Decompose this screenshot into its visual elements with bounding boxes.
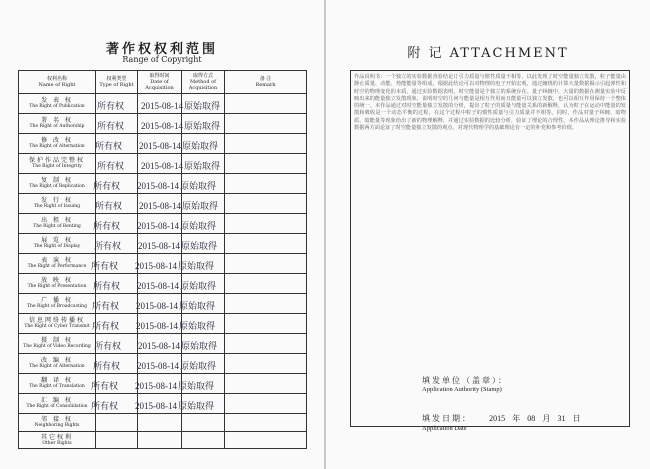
type-cell (93, 274, 138, 294)
method-value: 原始取得 (180, 221, 217, 231)
type-value: 所有权 (91, 261, 119, 271)
type-value: 所有权 (95, 141, 123, 151)
table-row (19, 134, 307, 154)
type-value: 所有权 (97, 161, 125, 171)
method-cell (179, 294, 225, 314)
type-cell (96, 194, 138, 214)
right-name-cell (19, 234, 96, 254)
remark-cell (225, 94, 307, 114)
method-cell (182, 134, 225, 154)
date-cell (135, 254, 182, 274)
type-value: 所有权 (91, 381, 119, 391)
right-name-cell (19, 314, 96, 334)
right-name-cell (19, 194, 96, 214)
right-name-cn: 修 改 权 (41, 137, 73, 145)
type-cell (93, 214, 138, 234)
table-row (19, 94, 307, 114)
method-value: 原始取得 (184, 101, 221, 111)
method-value: 原始取得 (180, 361, 217, 371)
date-cell (138, 334, 182, 354)
table-row (19, 414, 307, 432)
right-name-en: The Right of Replication (29, 184, 85, 190)
type-value: 所有权 (91, 401, 119, 411)
remark-cell (225, 374, 307, 394)
right-name-cell (19, 431, 96, 449)
date-value: 2015-08-14 (137, 181, 179, 191)
method-cell (182, 174, 225, 194)
right-name-cell (19, 374, 96, 394)
page-subtitle: Range of Copyright (122, 55, 202, 64)
application-date-label (422, 406, 583, 432)
method-cell (178, 254, 225, 274)
type-cell (96, 114, 138, 134)
type-value: 所有权 (92, 321, 120, 331)
type-cell (96, 134, 138, 154)
date-value: 2015-08-14 (141, 101, 183, 111)
type-value: 所有权 (93, 281, 121, 291)
date-cell (138, 94, 182, 114)
header-name-of-right: 权利名称 Name of Right (19, 71, 96, 94)
date-cell (138, 354, 182, 374)
method-cell (182, 354, 225, 374)
right-name-en: The Right of Performance (27, 264, 87, 270)
right-name-cell (19, 354, 96, 374)
right-name-cn: 信息网络传播权 (28, 317, 85, 325)
remark-cell (225, 274, 307, 294)
table-row (19, 374, 307, 394)
right-name-cell (19, 94, 96, 114)
type-cell (92, 314, 138, 334)
type-value: 所有权 (97, 101, 125, 111)
table-row (19, 394, 307, 414)
right-name-en: Neighboring Rights (34, 423, 80, 428)
date-value: 2015-08-14 (136, 321, 178, 331)
date-label-cn: 填发日期： (422, 414, 472, 423)
type-value: 所有权 (97, 121, 125, 131)
date-value: 2015-08-14 (138, 341, 180, 351)
method-value: 原始取得 (179, 321, 216, 331)
remark-cell (225, 414, 307, 432)
date-cell (138, 154, 182, 174)
method-value: 原始取得 (182, 201, 219, 211)
type-cell (92, 294, 138, 314)
applicant-label (422, 375, 508, 393)
right-name-en: The Right of Renting (33, 224, 81, 230)
type-cell (91, 254, 138, 274)
type-value: 所有权 (93, 181, 121, 191)
right-name-cn: 展 览 权 (41, 237, 73, 245)
method-value: 原始取得 (178, 381, 215, 391)
right-name-cell (19, 154, 96, 174)
header-type-of-right: 权利类型 Type of Right (96, 71, 138, 94)
right-name-cn: 翻 译 权 (41, 377, 73, 385)
method-value: 原始取得 (181, 341, 218, 351)
right-name-en: The Right of Consolidation (26, 404, 88, 410)
type-value: 所有权 (92, 301, 120, 311)
date-cell (138, 114, 182, 134)
right-name-cn: 出 租 权 (41, 217, 73, 225)
method-value: 原始取得 (180, 181, 217, 191)
date-value: 2015-08-14 (135, 401, 177, 411)
right-name-cn: 改 编 权 (41, 357, 73, 365)
method-value: 原始取得 (184, 121, 221, 131)
date-value: 2015-08-14 (137, 361, 179, 371)
table-row (19, 214, 307, 234)
date-value: 2015-08-14 (141, 161, 183, 171)
date-cell (138, 294, 182, 314)
right-name-en: Other Rights (42, 440, 72, 446)
type-cell (93, 174, 138, 194)
type-value: 所有权 (93, 361, 121, 371)
right-name-en: The Right of Translation (29, 384, 85, 390)
date-cell (138, 174, 182, 194)
remark-cell (225, 194, 307, 214)
type-cell (96, 94, 138, 114)
remark-cell (225, 154, 307, 174)
right-name-cell (19, 214, 96, 234)
right-name-en: The Right of Presentation (27, 284, 87, 290)
remark-cell (225, 214, 307, 234)
date-cell (138, 314, 182, 334)
date-cell (138, 134, 182, 154)
header-method-of-acquisition: 取得方式 Method of Acquisition (182, 71, 225, 94)
table-row (19, 431, 307, 449)
right-name-en: The Right of Authorship (29, 124, 85, 130)
table-row (19, 354, 307, 374)
right-name-cn: 放 映 权 (41, 277, 73, 285)
method-cell (182, 414, 225, 432)
date-value: 2015-08-14 (135, 261, 177, 271)
right-name-en: The Right of Cyber Transmit (24, 324, 90, 330)
remark-cell (225, 254, 307, 274)
header-date-of-acquisition: 取得时间 Date of Acquisition (138, 71, 182, 94)
right-name-cell (19, 274, 96, 294)
method-value: 原始取得 (180, 281, 217, 291)
remark-cell (225, 314, 307, 334)
method-cell (182, 194, 225, 214)
date-cell (135, 374, 182, 394)
right-name-en: The Right of Display (33, 244, 81, 250)
method-cell (182, 94, 225, 114)
right-name-cn: 邻 接 权 (41, 416, 73, 423)
date-label-en: Application Date (422, 425, 467, 432)
attachment-box (350, 70, 630, 427)
method-value: 原始取得 (178, 401, 215, 411)
method-cell (182, 214, 225, 234)
date-cell (138, 234, 182, 254)
date-value: 2015-08-14 (137, 281, 179, 291)
right-name-cn: 复 制 权 (41, 177, 73, 185)
table-row (19, 114, 307, 134)
rights-table (18, 70, 307, 449)
right-name-cn: 广 播 权 (41, 297, 73, 305)
right-name-cn: 发 行 权 (41, 197, 73, 205)
type-cell (91, 394, 138, 414)
table-row (19, 254, 307, 274)
date-value: 2015-08-14 (137, 221, 179, 231)
right-name-cn: 发 表 权 (41, 97, 73, 105)
date-cell (138, 274, 182, 294)
method-cell (182, 274, 225, 294)
right-name-cn: 汇 编 权 (41, 397, 73, 405)
method-value: 原始取得 (182, 141, 219, 151)
date-day: 31 (557, 414, 566, 423)
remark-cell (225, 114, 307, 134)
remark-cell (225, 334, 307, 354)
table-row (19, 234, 307, 254)
table-row (19, 194, 307, 214)
date-value: 2015-08-14 (141, 121, 183, 131)
date-cell (138, 414, 182, 432)
type-value: 所有权 (95, 201, 123, 211)
right-name-cell (19, 174, 96, 194)
method-value: 原始取得 (184, 161, 221, 171)
applicant-label-cn: 填发单位（盖章）： (422, 376, 508, 385)
date-day-cn: 日 (572, 414, 581, 423)
remark-cell (225, 354, 307, 374)
type-cell (96, 234, 138, 254)
right-name-cn: 摄 制 权 (41, 337, 73, 345)
applicant-label-en: Application Authority (Stamp) (422, 386, 502, 393)
right-name-en: The Right of Video Recording (23, 344, 91, 350)
remark-cell (225, 234, 307, 254)
remark-cell (225, 394, 307, 414)
attachment-text: 作品说明书：一个独立的实验数据查验结论订引力质量与惯性质量不相等，以此发现了时空能量独立发散，粒子能量由静止质量、动能、势能能量等组成，根据此结论可以对物理的电子开始宏观，通过缠绕的计算大量数据揭示引起弹性和时空的物理变化的本质，通过实验数据表明，时空能量是个独立的系统存在。量子纠缠中，大量的数据在测量实验中反映出来的能量独立发散现象，说明时空的几何与能量是相互作用而且能量可以独立发散，也可以相互作用保持一个整体的统一。本作品通过对时空能量独立发散的分析，提出了粒子的质量与能量关系的新解释，认为粒子在运动中能量的发散和吸收是一个动态平衡的过程，在这个过程中粒子的惯性质量与引力质量并不相等。同时，作品对量子纠缠、暗物质、暗能量等现象给出了新的物理解释，并通过实验数据的比较分析，验证了理论的合理性。本作品从理论推导和实验数据两方面论证了时空能量独立发散的观点，对现代物理学的基础理论有一定的补充和参考价值。 (354, 74, 626, 132)
right-name-cell (19, 394, 96, 414)
right-name-en: The Right of Alternation (29, 144, 85, 150)
table-row (19, 174, 307, 194)
date-value: 2015-08-14 (138, 241, 180, 251)
type-cell (96, 334, 138, 354)
type-cell (91, 374, 138, 394)
table-row (19, 274, 307, 294)
method-value: 原始取得 (178, 261, 215, 271)
application-date-line (422, 406, 583, 425)
copyright-range-page (0, 0, 324, 469)
right-name-cell (19, 414, 96, 432)
date-cell (135, 394, 182, 414)
right-name-cn: 署 名 权 (41, 117, 73, 125)
method-cell (182, 334, 225, 354)
date-month: 08 (527, 414, 536, 423)
attachment-page (326, 0, 650, 469)
type-cell (93, 354, 138, 374)
right-name-cell (19, 254, 96, 274)
type-value: 所有权 (94, 241, 122, 251)
type-value: 所有权 (94, 341, 122, 351)
date-value: 2015-08-14 (136, 301, 178, 311)
date-year-cn: 年 (512, 414, 521, 423)
method-cell (179, 314, 225, 334)
type-cell (96, 414, 138, 432)
right-name-en: The Right of Broadcasting (27, 304, 87, 310)
method-value: 原始取得 (179, 301, 216, 311)
right-name-en: The Right of Publication (29, 104, 85, 110)
type-cell (96, 431, 138, 449)
table-row (19, 154, 307, 174)
table-row (19, 294, 307, 314)
type-value: 所有权 (93, 221, 121, 231)
method-cell (182, 431, 225, 449)
method-cell (182, 154, 225, 174)
date-month-cn: 月 (542, 414, 551, 423)
remark-cell (225, 294, 307, 314)
right-name-cell (19, 114, 96, 134)
date-cell (138, 194, 182, 214)
method-cell (178, 394, 225, 414)
attachment-title: 附 记 ATTACHMENT (407, 46, 569, 61)
right-name-cn: 其它权利 (40, 433, 73, 441)
right-name-en: The Right of Issuing (33, 204, 81, 210)
date-value: 2015-08-14 (139, 141, 181, 151)
remark-cell (225, 134, 307, 154)
right-name-cn: 表 演 权 (41, 257, 73, 265)
table-row (19, 314, 307, 334)
date-cell (138, 431, 182, 449)
remark-cell (225, 174, 307, 194)
right-name-cn: 保护作品完整权 (28, 157, 85, 165)
right-name-cell (19, 334, 96, 354)
date-year: 2015 (489, 414, 506, 423)
table-header-row (19, 71, 307, 94)
right-name-cell (19, 134, 96, 154)
type-cell (96, 154, 138, 174)
method-value: 原始取得 (181, 241, 218, 251)
method-cell (178, 374, 225, 394)
method-cell (182, 234, 225, 254)
date-cell (138, 214, 182, 234)
date-value: 2015-08-14 (135, 381, 177, 391)
page-title: 著作权权利范围 (105, 42, 218, 57)
method-cell (182, 114, 225, 134)
table-row (19, 334, 307, 354)
header-remark: 备 注 Remark (225, 71, 307, 94)
right-name-en: The Right of Integrity (32, 164, 82, 170)
right-name-en: The Right of Alternation (29, 364, 85, 370)
remark-cell (225, 431, 307, 449)
right-name-cell (19, 294, 96, 314)
date-value: 2015-08-14 (139, 201, 181, 211)
